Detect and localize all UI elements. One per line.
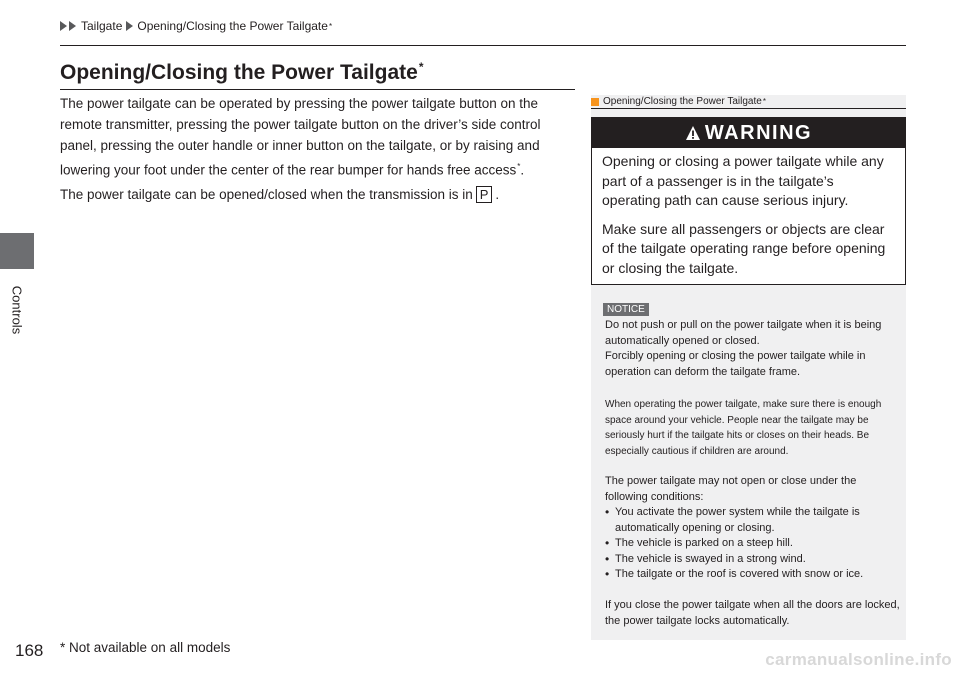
notice-line-1: Do not push or pull on the power tailgate when it is being automatically opened or closed. bbox=[605, 319, 882, 347]
sidebar-heading-asterisk: * bbox=[762, 97, 766, 106]
auto-lock-note: If you close the power tailgate when all the doors are locked, the power tailgate locks automatically. bbox=[605, 599, 900, 627]
page-title bbox=[60, 60, 423, 85]
intro-period: . bbox=[520, 162, 525, 178]
notice-line-2: Forcibly opening or closing the power tailgate while in operation can deform the tailgate frame. bbox=[605, 350, 866, 378]
list-item: • The tailgate or the roof is covered with snow or ice. bbox=[605, 567, 900, 583]
footnote: * Not available on all models bbox=[60, 640, 231, 655]
park-gear-indicator: P bbox=[476, 186, 493, 203]
list-item: • The vehicle is swayed in a strong wind. bbox=[605, 552, 900, 568]
transmission-paragraph bbox=[60, 184, 575, 205]
notice-text bbox=[605, 318, 900, 380]
sidebar-heading bbox=[591, 96, 766, 107]
sidebar-heading-text: Opening/Closing the Power Tailgate bbox=[603, 96, 762, 107]
page-number: 168 bbox=[15, 641, 44, 660]
breadcrumb bbox=[60, 19, 332, 33]
intro-asterisk: * bbox=[517, 162, 521, 171]
page-title-text: Opening/Closing the Power Tailgate bbox=[60, 61, 418, 84]
sidebar-heading-divider bbox=[591, 108, 906, 109]
header-divider bbox=[60, 45, 906, 46]
transmission-text: The power tailgate can be opened/closed when the transmission is in bbox=[60, 187, 473, 202]
chevron-right-icon bbox=[126, 21, 133, 31]
reference-icon bbox=[591, 98, 599, 106]
list-item: • You activate the power system while the tailgate is automatically opening or closing. bbox=[605, 505, 900, 536]
chevron-right-icon bbox=[69, 21, 76, 31]
section-tab bbox=[0, 233, 34, 269]
watermark: carmanualsonline.info bbox=[765, 650, 952, 669]
caution-text: When operating the power tailgate, make sure there is enough space around your vehicle. People near the tailgate may be seriously hurt if the tailgate hits or closes on their heads. Be especially cautious if children are around. bbox=[605, 399, 882, 457]
conditions-block bbox=[605, 474, 900, 583]
warning-body bbox=[592, 148, 905, 278]
chevron-right-icon bbox=[60, 21, 67, 31]
section-label bbox=[2, 270, 32, 350]
notice-badge: NOTICE bbox=[603, 303, 649, 316]
intro-paragraph bbox=[60, 93, 575, 181]
breadcrumb-item-current: Opening/Closing the Power Tailgate bbox=[137, 19, 328, 33]
title-divider bbox=[60, 89, 575, 90]
warning-title: WARNING bbox=[704, 121, 813, 144]
warning-text-2: Make sure all passengers or objects are clear of the tailgate operating range before opening or closing the tailgate. bbox=[602, 220, 886, 276]
warning-text-1: Opening or closing a power tailgate while any part of a passenger is in the tailgate’s operating path can cause serious injury. bbox=[602, 153, 884, 208]
list-item: • The vehicle is parked on a steep hill. bbox=[605, 536, 900, 552]
intro-text: The power tailgate can be operated by pressing the power tailgate button on the remote transmitter, pressing the power tailgate button on the driver’s side control panel, pressing the outer handle or inner button on the tailgate, or by raising and lowering your foot under the center of the rear bumper for hands free access bbox=[60, 96, 541, 178]
conditions-list bbox=[605, 505, 900, 583]
transmission-period: . bbox=[495, 187, 500, 202]
breadcrumb-item-tailgate[interactable]: Tailgate bbox=[81, 19, 123, 33]
section-label-text: Controls bbox=[9, 285, 25, 335]
conditions-intro: The power tailgate may not open or close under the following conditions: bbox=[605, 475, 857, 503]
breadcrumb-asterisk: * bbox=[328, 21, 333, 31]
warning-triangle-icon bbox=[685, 125, 701, 141]
warning-box bbox=[591, 117, 906, 285]
page-title-asterisk: * bbox=[418, 60, 424, 74]
warning-header bbox=[592, 118, 905, 148]
